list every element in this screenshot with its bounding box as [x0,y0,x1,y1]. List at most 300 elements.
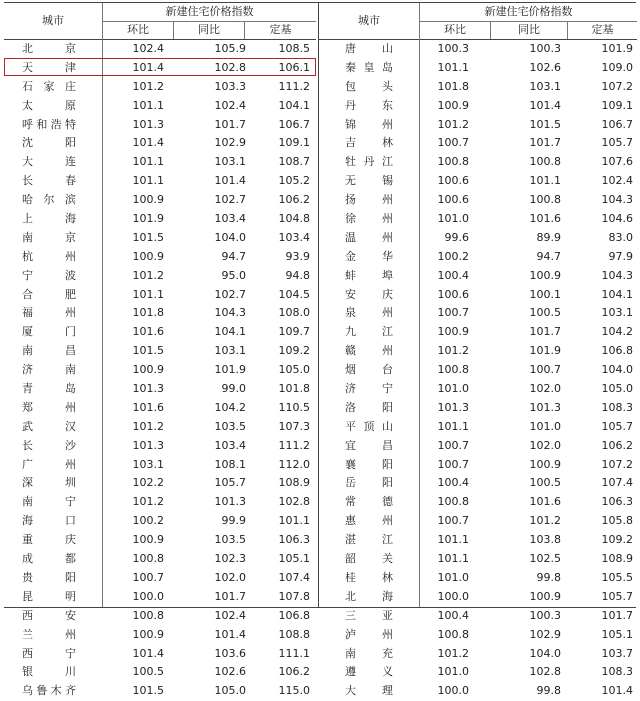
base-value: 107.8 [278,589,310,603]
table-row [319,286,637,305]
city-name: 武汉 [22,419,76,433]
mom-value: 100.0 [132,589,164,603]
table-row [319,172,637,191]
city-name: 银川 [22,665,76,679]
yoy-value: 99.8 [536,570,561,584]
mom-value: 100.4 [437,268,469,282]
base-value: 102.4 [601,174,633,188]
base-value: 105.0 [601,382,633,396]
mom-value: 100.8 [132,552,164,566]
base-value: 103.7 [601,646,633,660]
yoy-value: 100.3 [529,42,561,55]
yoy-value: 101.6 [529,212,561,226]
base-value: 108.8 [278,627,310,641]
city-name: 丹东 [345,98,393,112]
yoy-value: 100.5 [529,306,561,320]
base-value: 108.5 [278,42,310,55]
yoy-value: 104.2 [214,400,246,414]
base-value: 107.2 [601,79,633,93]
table-row [4,512,316,531]
city-name: 深圳 [22,476,76,490]
table-row [4,40,316,59]
yoy-value: 101.1 [529,174,561,188]
base-value: 108.9 [601,552,633,566]
mom-value: 100.9 [437,98,469,112]
mom-value: 101.2 [437,117,469,131]
city-name: 惠州 [345,514,393,528]
mom-value: 100.6 [437,287,469,301]
table-row [319,588,637,607]
city-name: 石家庄 [22,79,76,93]
base-value: 105.2 [278,174,310,188]
yoy-value: 101.7 [214,589,246,603]
mom-header: 环比 [127,23,149,36]
city-name: 安庆 [345,287,393,301]
base-value: 108.3 [601,400,633,414]
yoy-value: 103.8 [529,533,561,547]
city-name: 唐山 [345,42,393,55]
yoy-value: 101.7 [529,136,561,150]
base-value: 107.4 [278,570,310,584]
base-value: 110.5 [278,400,310,414]
base-value: 111.1 [278,646,310,660]
table-row [4,304,316,323]
city-name: 温州 [345,230,393,244]
mom-value: 100.8 [437,363,469,377]
city-name: 太原 [22,98,76,112]
base-value: 108.7 [278,155,310,169]
base-value: 109.1 [601,98,633,112]
base-value: 101.7 [601,608,633,622]
table-row [319,418,637,437]
base-value: 108.0 [278,306,310,320]
city-name: 成都 [22,552,76,566]
base-value: 115.0 [278,684,310,698]
yoy-value: 101.7 [529,325,561,339]
base-value: 106.3 [278,533,310,547]
city-name: 南宁 [22,495,76,509]
city-name: 泉州 [345,306,393,320]
city-name: 长沙 [22,438,76,452]
base-value: 106.8 [278,608,310,622]
mom-value: 101.5 [132,684,164,698]
base-value: 105.7 [601,136,633,150]
mom-value: 100.3 [437,42,469,55]
city-name: 扬州 [345,193,393,207]
yoy-value: 100.8 [529,193,561,207]
mom-value: 100.8 [437,155,469,169]
mom-value: 101.1 [437,552,469,566]
yoy-value: 102.6 [529,60,561,74]
city-name: 平顶山 [345,419,393,433]
header-divider [173,21,174,39]
base-value: 109.7 [278,325,310,339]
mom-value: 101.0 [437,382,469,396]
yoy-value: 103.4 [214,438,246,452]
yoy-value: 102.4 [214,98,246,112]
mom-value: 101.2 [437,646,469,660]
city-name: 杭州 [22,249,76,263]
yoy-value: 103.1 [214,344,246,358]
table-row [4,645,316,664]
city-name: 贵阳 [22,570,76,584]
yoy-value: 102.8 [529,665,561,679]
city-name: 西宁 [22,646,76,660]
yoy-value: 101.4 [529,98,561,112]
mom-value: 101.3 [132,117,164,131]
price-index-table [4,2,636,698]
yoy-value: 102.0 [214,570,246,584]
yoy-value: 101.0 [529,419,561,433]
yoy-value: 105.0 [214,684,246,698]
table-row [4,323,316,342]
mom-value: 100.9 [132,533,164,547]
base-value: 105.1 [278,552,310,566]
base-value: 106.7 [278,117,310,131]
base-value: 83.0 [608,230,633,244]
city-name: 赣州 [345,344,393,358]
base-value: 97.9 [608,249,633,263]
yoy-value: 102.9 [529,627,561,641]
mom-value: 101.4 [132,136,164,150]
yoy-value: 102.6 [214,665,246,679]
yoy-value: 103.3 [214,79,246,93]
base-value: 107.3 [278,419,310,433]
city-name: 南昌 [22,344,76,358]
city-name: 北海 [345,589,393,603]
mom-value: 100.2 [437,249,469,263]
city-name: 徐州 [345,212,393,226]
header-divider [567,21,568,39]
table-row [4,248,316,267]
base-value: 94.8 [285,268,310,282]
city-name: 吉林 [345,136,393,150]
mom-value: 100.7 [437,306,469,320]
mom-value: 100.8 [132,608,164,622]
yoy-value: 101.4 [214,627,246,641]
base-value: 109.0 [601,60,633,74]
yoy-value: 101.2 [529,514,561,528]
table-row [4,229,316,248]
table-row [319,663,637,682]
table-row [319,531,637,550]
base-value: 108.3 [601,665,633,679]
mom-value: 100.9 [132,363,164,377]
yoy-value: 100.9 [529,589,561,603]
table-row [4,626,316,645]
city-name: 天津 [22,60,76,74]
mom-value: 101.2 [132,79,164,93]
yoy-value: 100.7 [529,363,561,377]
base-value: 111.2 [278,438,310,452]
yoy-value: 99.0 [221,382,246,396]
table-row [4,682,316,701]
city-name: 长春 [22,174,76,188]
city-name: 湛江 [345,533,393,547]
table-row [4,78,316,97]
yoy-value: 102.5 [529,552,561,566]
table-row [4,267,316,286]
city-name: 岳阳 [345,476,393,490]
table-row [319,134,637,153]
base-value: 101.9 [601,42,633,55]
yoy-value: 89.9 [536,230,561,244]
yoy-value: 102.9 [214,136,246,150]
yoy-value: 103.1 [214,155,246,169]
city-name: 广州 [22,457,76,471]
city-name: 南京 [22,230,76,244]
city-name: 沈阳 [22,136,76,150]
city-name: 桂林 [345,570,393,584]
table-row [319,493,637,512]
city-name: 九江 [345,325,393,339]
base-value: 109.1 [278,136,310,150]
city-name: 遵义 [345,665,393,679]
table-row [319,437,637,456]
city-name: 青岛 [22,382,76,396]
city-name: 常德 [345,495,393,509]
table-row [4,153,316,172]
yoy-value: 103.6 [214,646,246,660]
yoy-value: 101.9 [529,344,561,358]
mom-value: 101.2 [132,419,164,433]
base-value: 104.3 [601,193,633,207]
base-value: 105.5 [601,570,633,584]
yoy-value: 99.9 [221,514,246,528]
city-name: 海口 [22,514,76,528]
mom-value: 101.0 [437,665,469,679]
yoy-value: 101.4 [214,174,246,188]
yoy-value: 105.7 [214,476,246,490]
yoy-value: 105.9 [214,42,246,55]
city-name: 北京 [22,42,76,55]
table-row [4,380,316,399]
city-name: 洛阳 [345,400,393,414]
mom-value: 101.8 [437,79,469,93]
city-name: 济南 [22,363,76,377]
base-value: 107.2 [601,457,633,471]
yoy-value: 104.0 [214,230,246,244]
city-name: 福州 [22,306,76,320]
base-value: 109.2 [278,344,310,358]
yoy-value: 102.0 [529,438,561,452]
yoy-header: 同比 [198,23,220,36]
base-value: 102.8 [278,495,310,509]
city-name: 韶关 [345,552,393,566]
city-name: 南充 [345,646,393,660]
base-value: 105.8 [601,514,633,528]
city-name: 牡丹江 [345,155,393,169]
mom-value: 100.7 [437,136,469,150]
mom-value: 102.4 [132,42,164,55]
mom-value: 101.3 [437,400,469,414]
table-row [4,474,316,493]
mom-value: 100.8 [437,627,469,641]
mom-value: 101.4 [132,60,164,74]
city-name: 无锡 [345,174,393,188]
base-value: 112.0 [278,457,310,471]
city-name: 兰州 [22,627,76,641]
base-value: 104.1 [278,98,310,112]
mom-value: 101.0 [437,570,469,584]
table-row [4,116,316,135]
base-value: 106.7 [601,117,633,131]
yoy-value: 102.3 [214,552,246,566]
table-row [319,626,637,645]
city-name: 重庆 [22,533,76,547]
yoy-value: 102.8 [214,60,246,74]
table-row [319,380,637,399]
yoy-value: 95.0 [221,268,246,282]
mom-value: 100.6 [437,193,469,207]
city-name: 上海 [22,212,76,226]
base-value: 104.2 [601,325,633,339]
table-row [4,663,316,682]
city-name: 厦门 [22,325,76,339]
mom-value: 100.5 [132,665,164,679]
mom-value: 101.2 [132,495,164,509]
table-row [319,267,637,286]
index-group-header: 新建住宅价格指数 [103,3,316,22]
city-header: 城市 [358,14,380,27]
base-value: 106.3 [601,495,633,509]
table-row [319,512,637,531]
city-name: 宁波 [22,268,76,282]
table-row [4,97,316,116]
table-row [319,210,637,229]
mom-value: 100.9 [437,325,469,339]
city-header: 城市 [42,14,64,27]
table-row [4,437,316,456]
table-row [319,97,637,116]
city-name: 大连 [22,155,76,169]
table-row [4,361,316,380]
mom-value: 101.6 [132,400,164,414]
base-value: 93.9 [285,249,310,263]
base-value: 104.8 [278,212,310,226]
mom-value: 101.1 [437,60,469,74]
city-name: 蚌埠 [345,268,393,282]
table-row [4,172,316,191]
base-value: 106.2 [601,438,633,452]
yoy-value: 103.4 [214,212,246,226]
mom-header: 环比 [444,23,466,36]
city-name: 襄阳 [345,457,393,471]
mom-value: 100.0 [437,589,469,603]
yoy-value: 94.7 [536,249,561,263]
mom-value: 100.7 [132,570,164,584]
base-value: 109.2 [601,533,633,547]
table-row [319,456,637,475]
table-row [4,342,316,361]
table-row [319,550,637,569]
yoy-value: 104.0 [529,646,561,660]
base-value: 101.1 [278,514,310,528]
city-name: 包头 [345,79,393,93]
yoy-value: 103.1 [529,79,561,93]
yoy-value: 100.8 [529,155,561,169]
yoy-value: 102.4 [214,608,246,622]
yoy-value: 103.5 [214,533,246,547]
mom-value: 99.6 [444,230,469,244]
base-header: 定基 [591,23,614,36]
table-row [4,210,316,229]
base-value: 106.1 [278,60,310,74]
city-name: 秦皇岛 [345,60,393,74]
mom-value: 100.9 [132,249,164,263]
table-row [4,286,316,305]
mom-value: 101.5 [132,230,164,244]
mom-value: 101.8 [132,306,164,320]
right-rows [319,40,637,701]
base-value: 103.4 [278,230,310,244]
table-row [4,59,316,78]
mom-value: 100.6 [437,174,469,188]
city-name: 哈尔滨 [22,193,76,207]
left-rows [4,40,316,701]
mom-value: 100.8 [437,495,469,509]
base-value: 104.3 [601,268,633,282]
city-name: 金华 [345,249,393,263]
right-table-half [318,3,637,698]
table-row [319,323,637,342]
base-value: 107.4 [601,476,633,490]
city-name: 三亚 [345,608,393,622]
base-value: 104.1 [601,287,633,301]
mom-value: 101.1 [132,98,164,112]
base-value: 106.2 [278,193,310,207]
table-row [4,550,316,569]
table-row [319,645,637,664]
yoy-value: 100.5 [529,476,561,490]
right-header [319,3,637,40]
table-row [4,493,316,512]
city-name: 呼和浩特 [22,117,76,131]
mom-value: 101.1 [132,155,164,169]
table-row [319,474,637,493]
mom-value: 101.0 [437,212,469,226]
base-value: 108.9 [278,476,310,490]
table-row [319,304,637,323]
base-value: 105.0 [278,363,310,377]
yoy-value: 103.5 [214,419,246,433]
base-value: 104.6 [601,212,633,226]
table-row [4,418,316,437]
yoy-header: 同比 [518,23,540,36]
city-name: 大理 [345,684,393,698]
table-row [4,588,316,607]
mom-value: 101.1 [437,533,469,547]
base-value: 101.8 [278,382,310,396]
table-row [319,59,637,78]
city-name: 郑州 [22,400,76,414]
base-value: 105.7 [601,419,633,433]
header-divider [244,21,245,39]
mom-value: 101.1 [132,287,164,301]
table-row [319,361,637,380]
left-header [4,3,316,40]
mom-value: 101.3 [132,382,164,396]
yoy-value: 101.3 [529,400,561,414]
mom-value: 102.2 [132,476,164,490]
index-group-header: 新建住宅价格指数 [420,3,637,22]
mom-value: 100.7 [437,438,469,452]
table-row [319,191,637,210]
mom-value: 101.4 [132,646,164,660]
city-name: 合肥 [22,287,76,301]
mom-value: 101.1 [132,174,164,188]
base-value: 106.8 [601,344,633,358]
